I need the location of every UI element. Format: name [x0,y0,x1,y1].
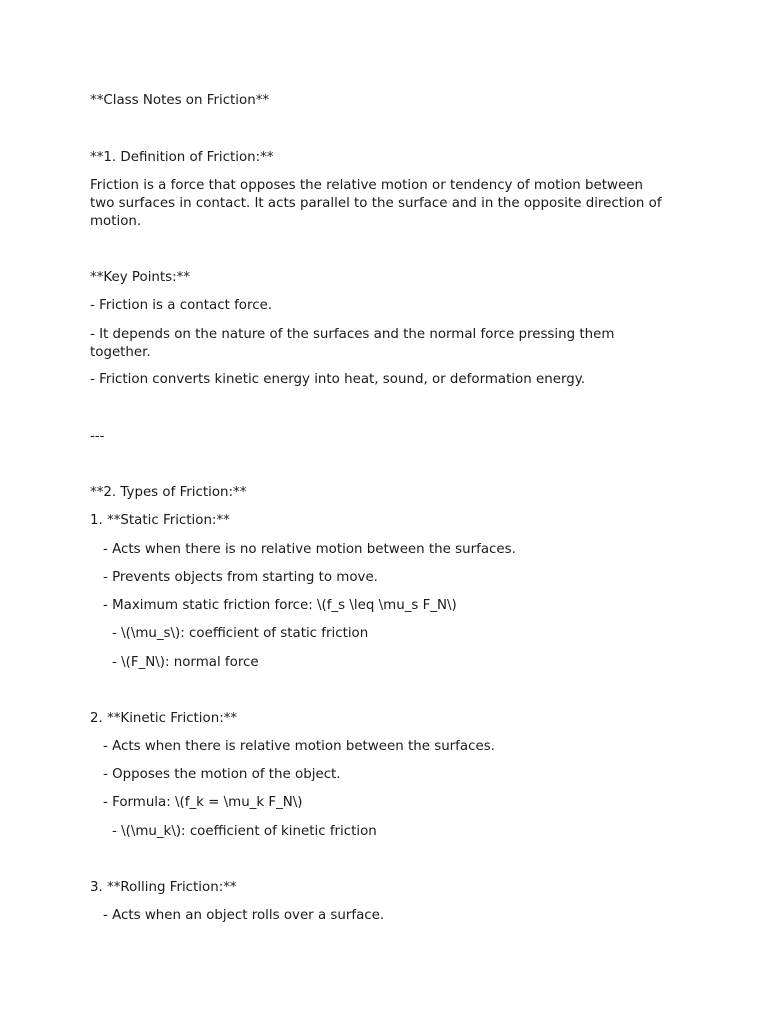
static-friction-line: - Prevents objects from starting to move. [103,570,378,585]
kinetic-friction-formula: - Formula: \(f_k = \mu_k F_N\) [103,795,303,810]
key-point-item: - It depends on the nature of the surfaces and the normal force pressing them together. [90,327,615,361]
static-friction-subline: - \(\mu_s\): coefficient of static friction [112,626,369,641]
static-friction-subline: - \(F_N\): normal force [112,655,259,670]
rolling-friction-line: - Acts when an object rolls over a surface. [103,908,385,923]
section-separator: --- [90,429,105,444]
kinetic-friction-title: 2. **Kinetic Friction:** [90,711,238,726]
kinetic-friction-line: - Opposes the motion of the object. [103,767,341,782]
section2-heading: **2. Types of Friction:** [90,485,247,500]
rolling-friction-title: 3. **Rolling Friction:** [90,880,237,895]
key-point-item: - Friction is a contact force. [90,298,273,313]
static-friction-formula: - Maximum static friction force: \(f_s \leq \mu_s F_N\) [103,598,457,613]
section1-heading: **1. Definition of Friction:** [90,150,274,165]
kinetic-friction-subline: - \(\mu_k\): coefficient of kinetic friction [112,824,377,839]
kinetic-friction-line: - Acts when there is relative motion between the surfaces. [103,739,495,754]
key-point-item: - Friction converts kinetic energy into heat, sound, or deformation energy. [90,372,585,387]
definition-paragraph: Friction is a force that opposes the relative motion or tendency of motion between two surfaces in contact. It acts parallel to the surface and in the opposite direction of motion. [90,178,662,230]
key-points-heading: **Key Points:** [90,270,191,285]
static-friction-title: 1. **Static Friction:** [90,513,230,528]
static-friction-line: - Acts when there is no relative motion between the surfaces. [103,542,516,557]
document-title: **Class Notes on Friction** [90,93,270,108]
